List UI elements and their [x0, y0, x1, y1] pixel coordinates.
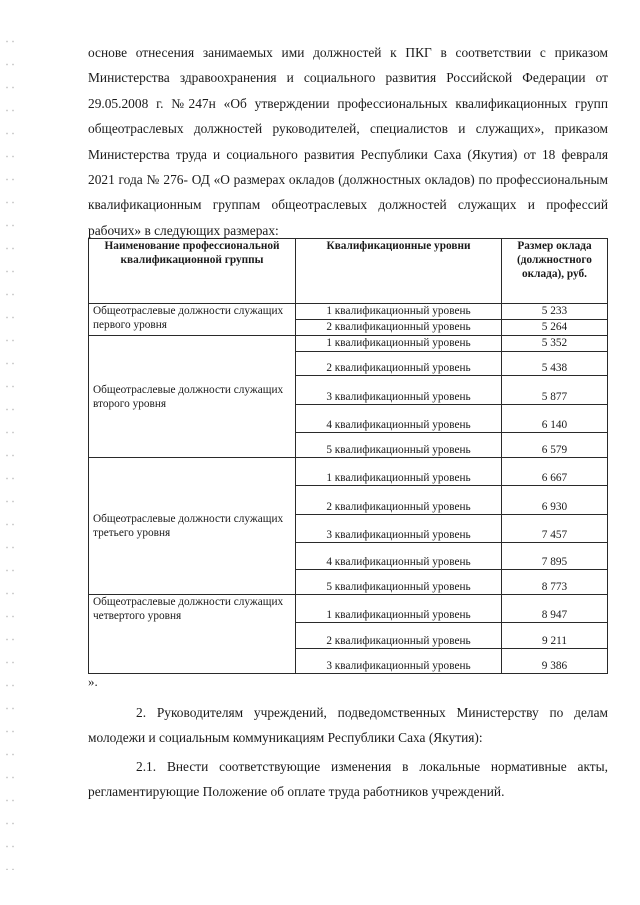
qualification-level-cell: 2 квалификационный уровень [296, 486, 502, 515]
paragraph-2: 2. Руководителям учреждений, подведомственных Министерству по делам молодежи и социальным коммуникациям Республики Саха (Якутия): [88, 705, 608, 746]
qualification-level-cell: 5 квалификационный уровень [296, 433, 502, 458]
group-name-cell: Общеотраслевые должности служащих четвертого уровня [89, 595, 296, 674]
header-group-name: Наименование профессиональной квалификационной группы [89, 239, 296, 304]
salary-cell: 6 140 [502, 405, 608, 433]
table-body [89, 304, 608, 674]
header-salary: Размер оклада (должностного оклада), руб. [502, 239, 608, 304]
salary-cell: 5 352 [502, 336, 608, 352]
qualification-level-cell: 4 квалификационный уровень [296, 405, 502, 433]
qualification-level-cell: 3 квалификационный уровень [296, 649, 502, 674]
scan-margin-specks [4, 30, 14, 870]
table-row [89, 595, 608, 623]
group-name-cell: Общеотраслевые должности служащих первого уровня [89, 304, 296, 336]
qualification-level-cell: 5 квалификационный уровень [296, 570, 502, 595]
qualification-level-cell: 2 квалификационный уровень [296, 352, 502, 376]
salary-cell: 5 438 [502, 352, 608, 376]
salary-cell: 9 386 [502, 649, 608, 674]
qualification-level-cell: 2 квалификационный уровень [296, 623, 502, 649]
salary-cell: 6 667 [502, 458, 608, 486]
table-row [89, 458, 608, 486]
salary-cell: 8 773 [502, 570, 608, 595]
qualification-level-cell: 1 квалификационный уровень [296, 595, 502, 623]
salary-cell: 6 579 [502, 433, 608, 458]
paragraph-2-1: 2.1. Внести соответствующие изменения в локальные нормативные акты, регламентирующие Положение об оплате труда работников учреждений. [88, 759, 608, 800]
qualification-level-cell: 2 квалификационный уровень [296, 320, 502, 336]
group-name-cell: Общеотраслевые должности служащих третьего уровня [89, 458, 296, 595]
header-qualification-level: Квалификационные уровни [296, 239, 502, 304]
salary-cell: 7 895 [502, 543, 608, 570]
qualification-level-cell: 1 квалификационный уровень [296, 336, 502, 352]
group-name-cell: Общеотраслевые должности служащих второго уровня [89, 336, 296, 458]
table-header-row [89, 239, 608, 304]
salary-cell: 9 211 [502, 623, 608, 649]
salary-cell: 5 264 [502, 320, 608, 336]
closing-quote: ». [88, 674, 98, 689]
qualification-level-cell: 3 квалификационный уровень [296, 515, 502, 543]
qualification-level-cell: 1 квалификационный уровень [296, 458, 502, 486]
salary-cell: 7 457 [502, 515, 608, 543]
table-row [89, 336, 608, 352]
salary-cell: 6 930 [502, 486, 608, 515]
qualification-level-cell: 4 квалификационный уровень [296, 543, 502, 570]
salary-cell: 5 877 [502, 376, 608, 405]
intro-paragraph: основе отнесения занимаемых ими должностей к ПКГ в соответствии с приказом Министерства здравоохранения и социального развития Российской Федерации от 29.05.2008 г. №247н «Об утверждении профессиональных квалификационных групп общеотраслевых должностей руководителей, специалистов и служащих», приказом Министерства труда и социального развития Республики Саха (Якутия) от 18 февраля 2021 года № 276- ОД «О размерах окладов (должностных окладов) по профессиональным квалификационным группам общеотраслевых должностей служащих и профессий рабочих» в следующих размерах: [88, 45, 608, 238]
salary-cell: 5 233 [502, 304, 608, 320]
qualification-level-cell: 1 квалификационный уровень [296, 304, 502, 320]
salary-cell: 8 947 [502, 595, 608, 623]
salary-table [88, 238, 608, 674]
table-row [89, 304, 608, 320]
qualification-level-cell: 3 квалификационный уровень [296, 376, 502, 405]
